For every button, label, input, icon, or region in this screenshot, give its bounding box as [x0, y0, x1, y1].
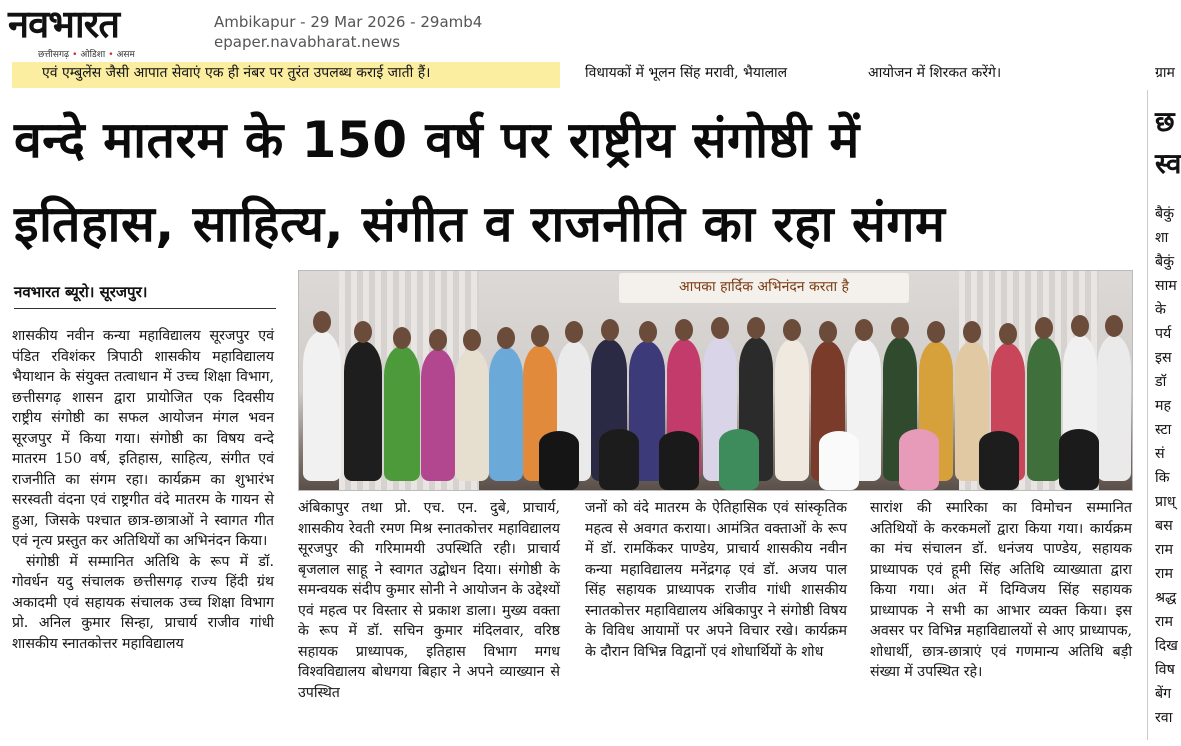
person-head	[675, 319, 693, 341]
person-head	[963, 321, 981, 343]
person-head	[531, 325, 549, 347]
previous-story-strip-1: एवं एम्बुलेंस जैसी आपात सेवाएं एक ही नंबर पर तुरंत उपलब्ध कराई जाती हैं।	[12, 62, 560, 88]
article-paragraph: अंबिकापुर तथा प्रो. एच. एन. दुबे, प्राचार्य, शासकीय रेवती रमण मिश्र स्नातकोत्तर महाविद्यालय सूरजपुर की गरिमामयी उपस्थिति रही। प्राचार्य बृजलाल साहू ने स्वागत उद्बोधन दिया। संगोष्ठी के समन्वयक संदीप कुमार सोनी ने आयोजन के उद्देश्यों एवं महत्व पर विस्तार से प्रकाश डाला। मुख्य वक्ता के रूप में डॉ. सचिन कुमार मंदिलवार, वरिष्ठ सहायक प्राध्यापक, इतिहास विभाग मगध विश्वविद्यालय बोधगया बिहार ने अपने व्याख्यान से उपस्थित	[298, 500, 560, 701]
side-line: डॉ	[1155, 374, 1167, 390]
person-figure	[599, 429, 639, 490]
side-line: राम	[1155, 566, 1173, 582]
person-figure	[539, 431, 579, 490]
person-figure	[659, 431, 699, 490]
column-divider	[1147, 90, 1148, 740]
article-column-1	[12, 326, 274, 654]
byline: नवभारत ब्यूरो। सूरजपुर।	[14, 282, 276, 309]
previous-story-strip-4: ग्राम	[1155, 65, 1175, 81]
person-figure	[719, 429, 759, 490]
person-head	[747, 317, 765, 339]
logo-wordmark: नवभारत	[8, 2, 119, 46]
epaper-url[interactable]: epaper.navabharat.news	[214, 33, 401, 51]
side-line: बैकुं	[1155, 206, 1174, 222]
person-figure	[775, 339, 809, 481]
person-figure	[421, 349, 455, 481]
event-photo	[298, 270, 1133, 491]
person-figure	[1027, 337, 1061, 481]
person-figure	[303, 331, 341, 481]
photo-banner: आपका हार्दिक अभिनंदन करता है	[619, 273, 909, 303]
person-head	[927, 321, 945, 343]
side-line: विष	[1155, 662, 1175, 678]
person-figure	[344, 341, 382, 481]
side-line: श्रद्ध	[1155, 590, 1177, 606]
person-head	[601, 319, 619, 341]
side-line: स्टा	[1155, 422, 1172, 438]
headline-line-1: वन्दे मातरम के 150 वर्ष पर राष्ट्रीय संगोष्ठी में	[14, 111, 860, 169]
person-figure	[1059, 429, 1099, 490]
person-head	[819, 321, 837, 343]
side-line: राम	[1155, 542, 1173, 558]
headline-line-2: इतिहास, साहित्य, संगीत व राजनीति का रहा संगम	[14, 195, 946, 253]
article-paragraph: जनों को वंदे मातरम के ऐतिहासिक एवं सांस्कृतिक महत्व से अवगत कराया। आमंत्रित वक्ताओं के रूप में डॉ. रामकिंकर पाण्डेय, प्राचार्य शासकीय नवीन कन्या महाविद्यालय मनेंद्रगढ़ एवं डॉ. अजय पाल सिंह सहायक प्राध्यापक राजीव गांधी शासकीय स्नातकोत्तर महाविद्यालय अंबिकापुर ने संगोष्ठी विषय के विविध आयामों पर अपने विचार रखे। कार्यक्रम के दौरान विभिन्न विद्वानों एवं शोधार्थियों के शोध	[585, 500, 847, 660]
side-line: राम	[1155, 614, 1173, 630]
article-paragraph: शासकीय नवीन कन्या महाविद्यालय सूरजपुर एवं पंडित रविशंकर त्रिपाठी शासकीय महाविद्यालय भैयाथान के संयुक्त तत्वाधान में उच्च शिक्षा विभाग, छत्तीसगढ़ शासन द्वारा प्रायोजित एक दिवसीय राष्ट्रीय संगोष्ठी का सफल आयोजन मंगल भवन सूरजपुर में किया गया। संगोष्ठी का विषय वन्दे मातरम 150 वर्ष, इतिहास, साहित्य, संगीत एवं राजनीति का संगम रहा। कार्यक्रम का शुभारंभ सरस्वती वंदना एवं राष्ट्रगीत वंदे मातरम के गायन से हुआ, जिसके पश्चात छात्र-छात्राओं ने स्वागत गीत एवं नृत्य प्रस्तुत कर अतिथियों का अभिनंदन किया।	[12, 328, 274, 549]
person-head	[639, 321, 657, 343]
person-figure	[819, 431, 859, 490]
side-line: पर्य	[1155, 326, 1172, 342]
person-figure	[979, 431, 1019, 490]
article-paragraph: संगोष्ठी में सम्मानित अतिथि के रूप में डॉ. गोवर्धन यदु संचालक छत्तीसगढ़ राज्य हिंदी ग्रंथ अकादमी एवं सहायक संचालक उच्च शिक्षा विभाग प्रो. अनिल कुमार सिन्हा, प्राचार्य राजीव गांधी शासकीय स्नातकोत्तर महाविद्यालय	[12, 553, 274, 652]
person-head	[891, 317, 909, 339]
person-head	[497, 327, 515, 349]
side-line: शा	[1155, 230, 1169, 246]
side-line: मह	[1155, 398, 1172, 414]
previous-story-strip-2: विधायकों में भूलन सिंह मरावी, भैयालाल	[585, 65, 788, 81]
newspaper-logo	[8, 4, 198, 58]
side-line: कि	[1155, 470, 1170, 486]
person-figure	[489, 347, 523, 481]
side-story-headline-2: स्व	[1155, 147, 1181, 180]
person-head	[313, 311, 331, 333]
person-head	[393, 327, 411, 349]
masthead	[0, 0, 1178, 62]
person-head	[463, 329, 481, 351]
region-2: ओडिशा	[80, 50, 106, 60]
region-3: असम	[116, 50, 135, 60]
side-line: इस	[1155, 350, 1172, 366]
person-head	[1071, 315, 1089, 337]
person-figure	[899, 429, 939, 490]
person-head	[1035, 317, 1053, 339]
person-head	[999, 323, 1017, 345]
previous-story-strip-3: आयोजन में शिरकत करेंगे।	[868, 65, 1002, 81]
person-figure	[384, 346, 420, 481]
person-head	[429, 329, 447, 351]
side-line: बस	[1155, 518, 1173, 534]
side-story-headline-1: छ	[1155, 105, 1175, 138]
article-column-3	[585, 498, 847, 662]
side-line: प्राध्	[1155, 494, 1176, 510]
side-line: बैकुं	[1155, 254, 1174, 270]
article-column-4	[870, 498, 1132, 683]
logo-regions: छत्तीसगढ़ • ओडिशा • असम	[38, 50, 135, 60]
person-figure	[1097, 335, 1131, 481]
person-head	[565, 321, 583, 343]
side-line: सं	[1155, 446, 1165, 462]
region-1: छत्तीसगढ़	[38, 50, 70, 60]
person-head	[711, 317, 729, 339]
side-line: रवा	[1155, 710, 1173, 726]
side-line: साम	[1155, 278, 1177, 294]
edition-info	[214, 12, 482, 52]
edition-line: Ambikapur - 29 Mar 2026 - 29amb4	[214, 13, 483, 31]
side-line: दिख	[1155, 638, 1178, 654]
article-paragraph: सारांश की स्मारिका का विमोचन सम्मानित अतिथियों के करकमलों द्वारा किया गया। कार्यक्रम का मंच संचालन डॉ. धनंजय पाण्डेय, सहायक प्राध्यापक एवं हूमी सिंह अतिथि व्याख्याता द्वारा किया गया। अंत में दिग्विजय सिंह सहायक प्राध्यापक ने सभी का आभार व्यक्त किया। इस अवसर पर विभिन्न महाविद्यालयों से आए प्राध्यापक, शोधार्थी, छात्र-छात्राएं एवं गणमान्य अतिथि बड़ी संख्या में उपस्थित रहे।	[870, 500, 1132, 680]
person-head	[855, 319, 873, 341]
person-head	[1105, 315, 1123, 337]
side-line: बेंग	[1155, 686, 1172, 702]
article-column-2	[298, 498, 560, 703]
side-line: के	[1155, 302, 1166, 318]
side-story-column	[1155, 202, 1178, 730]
person-head	[783, 319, 801, 341]
person-figure	[455, 349, 489, 481]
person-head	[354, 321, 372, 343]
